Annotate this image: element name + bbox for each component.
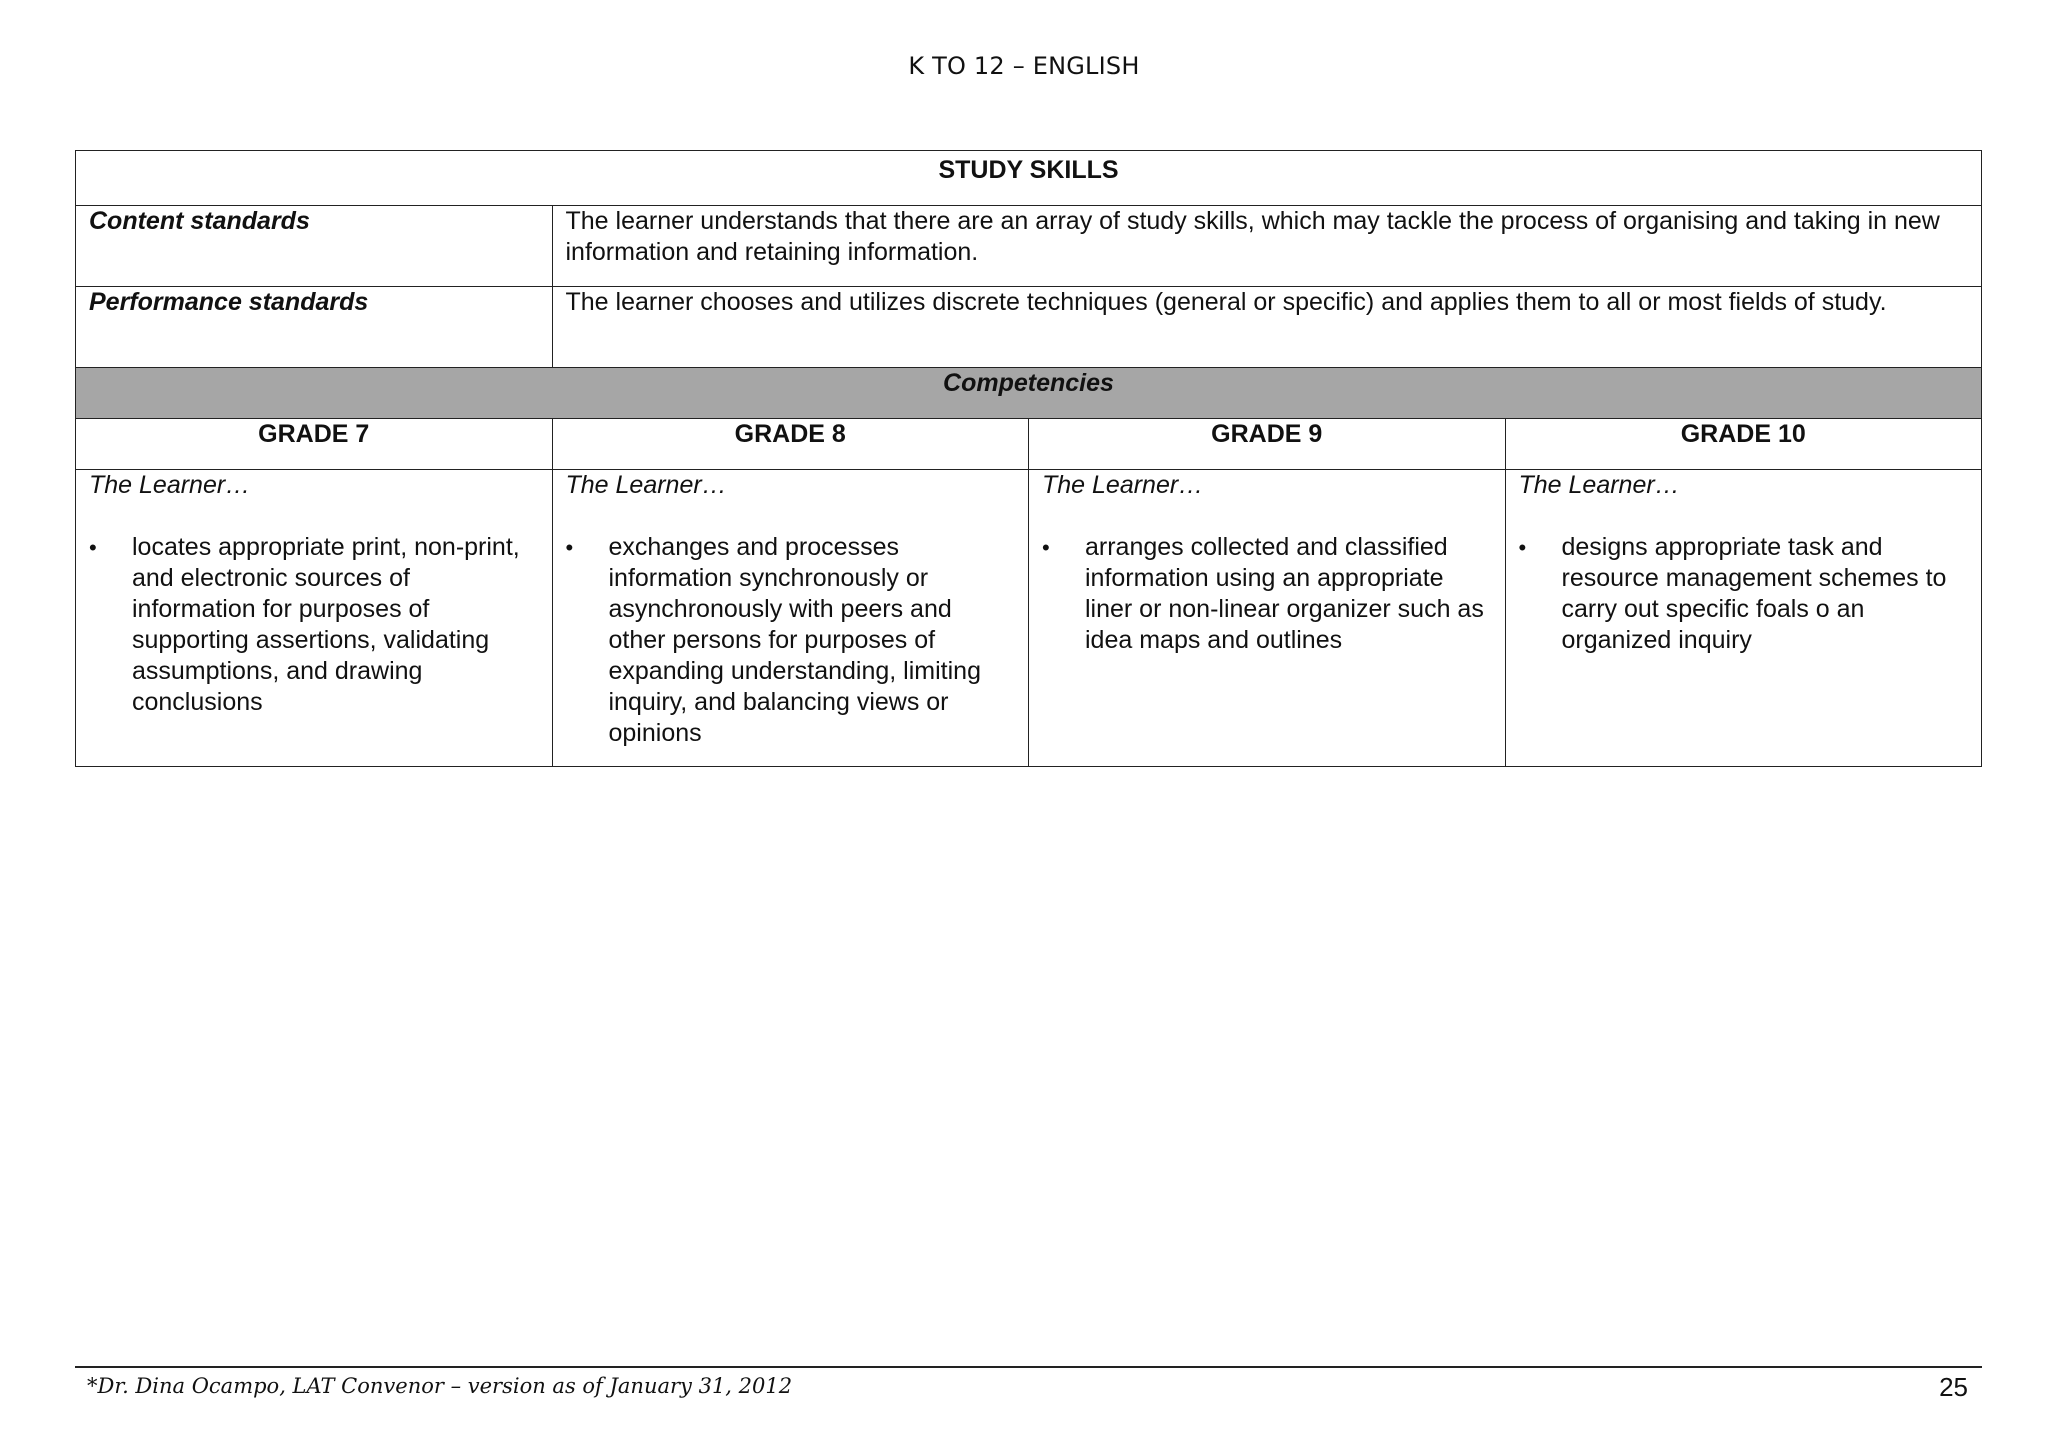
performance-standards-label-text: Performance standards — [89, 288, 369, 316]
performance-standards-text — [552, 287, 1982, 368]
list-item — [1519, 532, 1969, 656]
grade-9-competency — [1029, 470, 1506, 767]
grade-7-header: GRADE 7 — [76, 419, 553, 470]
bullet-icon: • — [565, 535, 574, 560]
competencies-row — [76, 368, 1982, 419]
learner-intro: The Learner… — [1042, 471, 1204, 499]
content-standards-label-text: Content standards — [89, 207, 310, 235]
performance-standards-row — [76, 287, 1982, 368]
study-skills-table — [75, 150, 1982, 767]
list-item — [566, 532, 1016, 749]
learner-intro: The Learner… — [565, 471, 727, 499]
competency-text: locates appropriate print, non-print, and electronic sources of information for purposes of supporting assertions, validating assumptions, and drawing conclusions — [132, 533, 520, 716]
competencies-header: Competencies — [76, 368, 1982, 419]
grade-7-competency — [76, 470, 553, 767]
bullet-icon: • — [1518, 535, 1527, 560]
bullet-icon: • — [89, 535, 97, 560]
competency-detail-row — [76, 470, 1982, 767]
footer-note: *Dr. Dina Ocampo, LAT Convenor – version as of January 31, 2012 — [87, 1374, 793, 1398]
grade-9-header: GRADE 9 — [1029, 419, 1506, 470]
grade-10-competency — [1505, 470, 1982, 767]
grade-header-row — [76, 419, 1982, 470]
table-title: STUDY SKILLS — [76, 151, 1982, 206]
footer-divider — [75, 1366, 1982, 1368]
learner-intro: The Learner… — [89, 471, 251, 499]
content-standards-label — [76, 206, 553, 287]
content-standards-row — [76, 206, 1982, 287]
bullet-icon: • — [1042, 535, 1050, 560]
competency-text: exchanges and processes information synchronously or asynchronously with peers and other persons for purposes of expanding understanding, limiting inquiry, and balancing views or opinions — [608, 533, 981, 747]
content-standards-body: The learner understands that there are an array of study skills, which may tackle the process of organising and taking in new information and retaining information. — [565, 207, 1940, 266]
performance-standards-body: The learner chooses and utilizes discrete techniques (general or specific) and applies them to all or most fields of study. — [565, 288, 1887, 316]
grade-8-competency — [552, 470, 1029, 767]
table-title-row — [76, 151, 1982, 206]
page-header-title: K TO 12 – ENGLISH — [908, 52, 1140, 80]
performance-standards-label — [76, 287, 553, 368]
page-number: 25 — [1939, 1372, 1968, 1402]
competency-text: designs appropriate task and resource management schemes to carry out specific foals o an organized inquiry — [1561, 533, 1947, 654]
grade-8-header: GRADE 8 — [552, 419, 1029, 470]
content-standards-text — [552, 206, 1982, 287]
list-item — [1042, 532, 1492, 656]
learner-intro: The Learner… — [1518, 471, 1680, 499]
list-item — [89, 532, 539, 718]
competency-text: arranges collected and classified information using an appropriate liner or non-linear organizer such as idea maps and outlines — [1085, 533, 1484, 654]
grade-10-header: GRADE 10 — [1505, 419, 1982, 470]
